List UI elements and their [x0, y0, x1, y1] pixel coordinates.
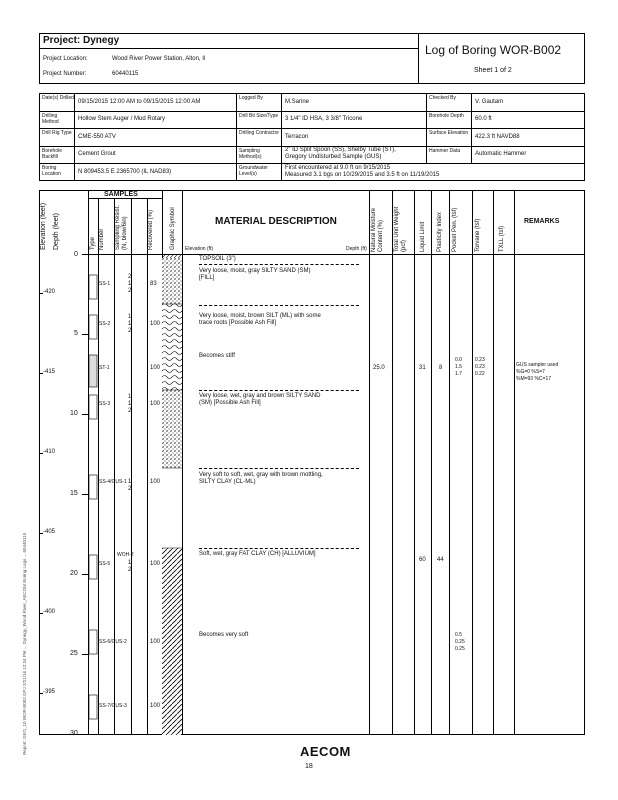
col-depth-small: Depth (ft)	[346, 246, 367, 252]
sample-ss1-blow-2: 1	[128, 281, 132, 287]
desc-fill-2: [FILL]	[199, 275, 215, 281]
log-table	[39, 190, 585, 735]
info-value-hammer: Automatic Hammer	[475, 151, 527, 157]
col-number: Number	[99, 228, 105, 250]
sample-ss3-recovery: 100	[150, 401, 161, 407]
desc-silty-sand-2: (SM) [Possible Ash Fill]	[199, 400, 261, 406]
sample-ss6-recovery: 100	[150, 639, 161, 645]
info-value-contractor: Terracon	[285, 134, 309, 140]
sample-type-markers	[88, 254, 98, 735]
sample-ss1-recovery: 83	[150, 281, 157, 287]
lab-st1-torvane-3: 0.22	[475, 371, 485, 377]
info-value-method: Hollow Stem Auger / Mud Rotary	[78, 116, 166, 122]
lab-st1-torvane-2: 0.23	[475, 364, 485, 370]
samples-group-header: SAMPLES	[104, 191, 138, 198]
project-title: Project: Dynegy	[43, 35, 120, 46]
sample-ss2-blow-2: 1	[128, 321, 132, 327]
elev-415: -415	[43, 369, 56, 375]
col-liquid-limit: Liquid Limit	[420, 221, 426, 252]
col-depth: Depth (feet)	[53, 213, 60, 250]
sample-ss5-blow-3: 2	[128, 567, 132, 573]
sample-ss1-number: SS-1	[99, 281, 111, 287]
sample-st1-recovery: 100	[150, 365, 161, 371]
sample-ss4-recovery: 100	[150, 479, 161, 485]
sample-ss3-number: SS-3	[99, 401, 111, 407]
sample-ss5-blow-2: 1	[128, 560, 132, 566]
aecom-logo: AECOM	[300, 744, 351, 759]
sample-ss5-number: SS-5	[99, 561, 111, 567]
lab-st1-remark-2: %G=0 %S=7	[516, 369, 545, 375]
page-number: 18	[305, 763, 313, 770]
info-label-checked: Checked By	[429, 95, 456, 101]
sample-st1-number: ST-1	[99, 365, 110, 371]
desc-topsoil: TOPSOIL (3")	[199, 256, 236, 262]
info-label-sampling: Sampling Method(s)	[239, 148, 262, 160]
desc-silty-sand-1: Very loose, wet, gray and brown SILTY SAND	[199, 393, 321, 399]
desc-fat-clay: Soft, wet, gray FAT CLAY (CH) [ALLUVIUM]	[199, 551, 316, 557]
location-value: Wood River Power Station, Alton, Il	[112, 56, 206, 62]
lab-st1-moisture: 25.0	[373, 365, 385, 371]
info-label-rig: Drill Rig Type	[42, 130, 72, 136]
info-label-location: Boring Location	[42, 165, 61, 177]
sample-ss5-blow-1: WOH-2	[117, 552, 134, 558]
sample-ss3-blow-1: 1	[128, 394, 132, 400]
sample-ss4-number: SS-4/GUS-1	[99, 479, 127, 485]
sample-ss4-blow-2: 2	[128, 486, 132, 492]
lab-gus2-pp-3: 0.25	[455, 646, 465, 652]
info-value-sampling-1: 2" ID Split Spoon (SS), Shelby Tube (ST),	[285, 147, 396, 153]
col-unit-weight: Total Unit Weight (pcf)	[394, 206, 407, 252]
lab-st1-torvane-1: 0.23	[475, 357, 485, 363]
info-value-groundwater-1: First encountered at 9.0 ft on 9/15/2015	[285, 165, 391, 171]
col-txll: TXLL (tsf)	[499, 225, 505, 252]
depth-15: 15	[70, 490, 78, 497]
lab-st1-pp-1: 0.0	[455, 357, 462, 363]
elev-395: -395	[43, 689, 56, 695]
info-label-dates: Date(s) Drilled	[42, 95, 74, 101]
depth-25: 25	[70, 650, 78, 657]
graphic-log	[162, 254, 182, 735]
depth-5: 5	[74, 330, 78, 337]
depth-10: 10	[70, 410, 78, 417]
sample-ss2-recovery: 100	[150, 321, 161, 327]
desc-very-soft: Becomes very soft	[199, 632, 249, 638]
info-value-sampling-2: Gregory Undisturbed Sample (GUS)	[285, 154, 382, 160]
lab-gus2-pp-1: 0.5	[455, 632, 462, 638]
sample-ss4-blow-1: 1	[128, 479, 132, 485]
info-value-surface-elev: 422.3 ft NAVD88	[475, 134, 520, 140]
desc-silt-1: Very loose, moist, brown SILT (ML) with some	[199, 313, 321, 319]
col-material: MATERIAL DESCRIPTION	[215, 216, 337, 227]
info-value-location: N 809453.5 E 2365700 (IL NAD83)	[78, 169, 172, 175]
lab-st1-pi: 8	[439, 365, 443, 371]
sample-ss2-blow-3: 2	[128, 328, 132, 334]
info-label-surface-elev: Surface Elevation	[429, 130, 469, 136]
lab-st1-pp-3: 1.7	[455, 371, 462, 377]
location-label: Project Location:	[43, 56, 88, 62]
desc-clay-ml-1: Very soft to soft, wet, gray with brown mottling,	[199, 472, 323, 478]
depth-30: 30	[70, 730, 78, 737]
col-moisture: Natural Moisture Content (%)	[371, 207, 384, 252]
desc-fill-1: Very loose, moist, gray SILTY SAND (SM)	[199, 268, 311, 274]
sample-ss7-recovery: 100	[150, 703, 161, 709]
info-label-backfill: Borehole Backfill	[42, 148, 63, 160]
info-value-dates: 09/15/2015 12:00 AM to 09/15/2015 12:00 AM	[78, 99, 201, 105]
col-blows: Sampling Resist. (N, blow/6in)	[115, 204, 128, 250]
lab-st1-pp-2: 1.5	[455, 364, 462, 370]
info-value-groundwater-2: Measured 3.1 bgs on 10/29/2015 and 3.5 ft on 11/19/2015	[285, 172, 440, 178]
sample-ss5-recovery: 100	[150, 561, 161, 567]
sample-ss3-blow-3: 2	[128, 408, 132, 414]
sample-ss6-number: SS-6/GUS-2	[99, 639, 127, 645]
col-elev-small: Elevation (ft)	[185, 246, 214, 252]
info-label-hammer: Hammer Data	[429, 148, 461, 154]
info-label-logged: Logged By	[239, 95, 263, 101]
info-value-checked: V. Gautam	[475, 99, 504, 105]
info-label-groundwater: Groundwater Level(s)	[239, 165, 268, 177]
info-value-backfill: Cement Grout	[78, 151, 116, 157]
sample-ss3-blow-2: 1	[128, 401, 132, 407]
lab-gus2-pp-2: 0.25	[455, 639, 465, 645]
col-type: Type	[90, 236, 96, 250]
info-value-logged: M.Sarine	[285, 99, 310, 105]
elev-420: -420	[43, 289, 56, 295]
col-torvane: Torvane (tsf)	[475, 218, 481, 252]
sample-ss1-blow-1: 2	[128, 274, 132, 280]
info-value-rig: CME-550 ATV	[78, 134, 116, 140]
info-value-bit: 3 1/4" ID HSA, 3 3/8" Tricone	[285, 116, 363, 122]
desc-clay-ml-2: SILTY CLAY (CL-ML)	[199, 479, 256, 485]
elev-405: -405	[43, 529, 56, 535]
desc-silt-2: trace roots [Possible Ash Fill]	[199, 320, 277, 326]
col-graphic: Graphic Symbol	[170, 207, 176, 250]
lab-ss5-ll: 60	[419, 557, 426, 563]
col-pocket-pen: Pocket Pen. (tsf)	[452, 207, 458, 252]
sample-ss2-number: SS-2	[99, 321, 111, 327]
lab-ss5-pi: 44	[437, 557, 444, 563]
sheet-number: Sheet 1 of 2	[474, 67, 512, 74]
elev-410: -410	[43, 449, 56, 455]
sidebar-report-text: Report: GEO_10 WOR-B002.GPJ 2/21/16 12:34 PM ... Dynegy_Wood River_AECOM Boring Logs ... 60440115	[22, 532, 27, 755]
depth-20: 20	[70, 570, 78, 577]
project-number-label: Project Number:	[43, 71, 87, 77]
info-label-borehole-depth: Borehole Depth	[429, 113, 464, 119]
lab-st1-remark-3: %M=93 %C=17	[516, 376, 552, 382]
info-label-method: Drilling Method	[42, 113, 59, 125]
project-number-value: 60440115	[112, 71, 139, 77]
sample-ss1-blow-3: 2	[128, 288, 132, 294]
info-value-borehole-depth: 60.0 ft	[475, 116, 492, 122]
col-plasticity: Plasticity Index	[437, 211, 443, 252]
info-label-contractor: Drilling Contractor	[239, 130, 280, 136]
col-remarks: REMARKS	[524, 218, 560, 225]
depth-0: 0	[74, 251, 78, 258]
sample-ss7-number: SS-7/GUS-3	[99, 703, 127, 709]
lab-st1-remark-1: GUS sampler used	[516, 362, 559, 368]
desc-stiff: Becomes stiff	[199, 353, 235, 359]
log-title: Log of Boring WOR-B002	[425, 43, 562, 57]
sample-ss2-blow-1: 1	[128, 314, 132, 320]
col-elevation: Elevation (feet)	[40, 202, 47, 250]
elev-400: -400	[43, 609, 56, 615]
lab-st1-ll: 31	[419, 365, 426, 371]
col-recovery: Recovered (%)	[148, 209, 154, 250]
info-label-bit: Drill Bit Size/Type	[239, 113, 279, 119]
